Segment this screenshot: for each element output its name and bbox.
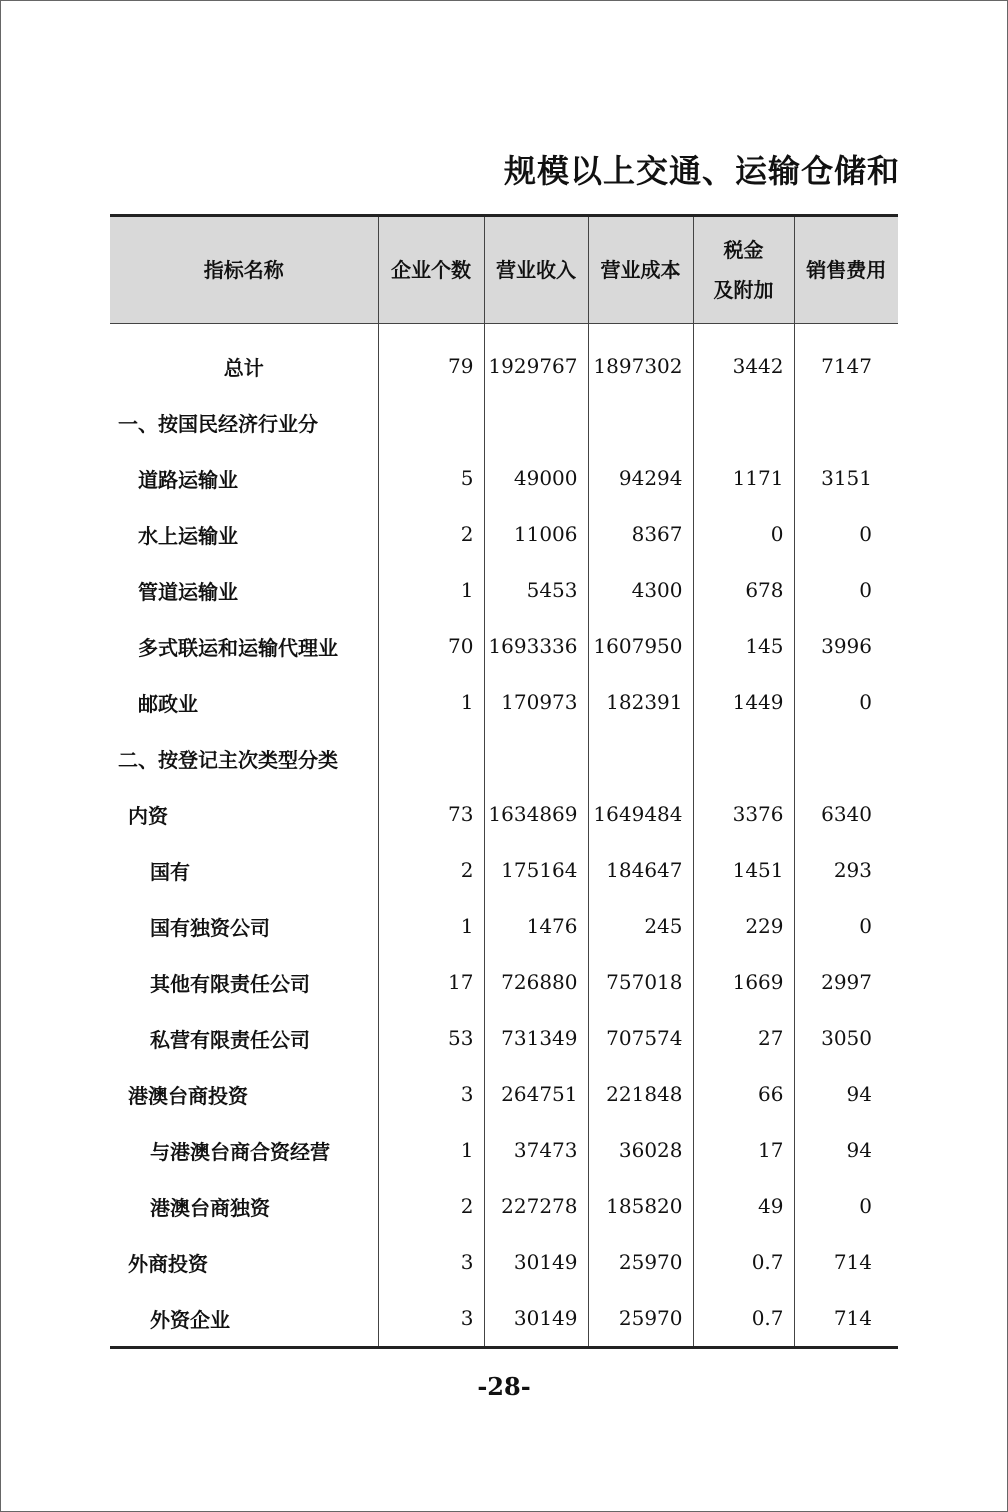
row-revenue: 1476: [484, 898, 588, 954]
row-cost: 707574: [588, 1010, 693, 1066]
row-count: 3: [378, 1290, 484, 1348]
row-revenue: 264751: [484, 1066, 588, 1122]
row-name: 邮政业: [110, 674, 378, 730]
row-tax: 0.7: [693, 1234, 794, 1290]
row-name: 外商投资: [110, 1234, 378, 1290]
table-row: [110, 1010, 898, 1066]
table-row: [110, 450, 898, 506]
row-name: 总计: [110, 338, 378, 394]
row-tax: [693, 394, 794, 450]
row-name: 与港澳台商合资经营: [110, 1122, 378, 1178]
header-name: 指标名称: [110, 216, 378, 324]
row-revenue: 49000: [484, 450, 588, 506]
row-sales: 6340: [794, 786, 898, 842]
table-row: [110, 898, 898, 954]
row-count: 3: [378, 1066, 484, 1122]
row-tax: 3376: [693, 786, 794, 842]
table-header-row: [110, 216, 898, 324]
row-name: 道路运输业: [110, 450, 378, 506]
table-row: [110, 1122, 898, 1178]
table-row: [110, 674, 898, 730]
row-revenue: 175164: [484, 842, 588, 898]
row-sales: 714: [794, 1290, 898, 1348]
row-cost: 25970: [588, 1290, 693, 1348]
header-cost: 营业成本: [588, 216, 693, 324]
row-sales: [794, 730, 898, 786]
row-name: 内资: [110, 786, 378, 842]
row-tax: 3442: [693, 338, 794, 394]
row-name: 其他有限责任公司: [110, 954, 378, 1010]
row-tax: 1451: [693, 842, 794, 898]
row-count: 79: [378, 338, 484, 394]
row-sales: 0: [794, 562, 898, 618]
row-cost: 4300: [588, 562, 693, 618]
row-tax: 0: [693, 506, 794, 562]
row-revenue: 5453: [484, 562, 588, 618]
row-tax: 1171: [693, 450, 794, 506]
statistics-table: [110, 214, 898, 1349]
row-revenue: 11006: [484, 506, 588, 562]
row-cost: 182391: [588, 674, 693, 730]
row-tax: 1669: [693, 954, 794, 1010]
statistics-table-container: [110, 214, 898, 1349]
page-number: -28-: [477, 1372, 531, 1401]
row-cost: 221848: [588, 1066, 693, 1122]
spacer-row: [110, 324, 898, 339]
row-name: 管道运输业: [110, 562, 378, 618]
row-revenue: 30149: [484, 1234, 588, 1290]
row-revenue: 37473: [484, 1122, 588, 1178]
row-sales: 7147: [794, 338, 898, 394]
row-cost: 25970: [588, 1234, 693, 1290]
row-name: 国有: [110, 842, 378, 898]
row-sales: [794, 394, 898, 450]
row-sales: 0: [794, 1178, 898, 1234]
table-row: [110, 1066, 898, 1122]
row-revenue: 1634869: [484, 786, 588, 842]
row-count: 1: [378, 674, 484, 730]
header-revenue: 营业收入: [484, 216, 588, 324]
table-row: [110, 338, 898, 394]
row-count: 17: [378, 954, 484, 1010]
row-cost: 1897302: [588, 338, 693, 394]
row-tax: 1449: [693, 674, 794, 730]
row-name: 外资企业: [110, 1290, 378, 1348]
header-tax-line1: 税金: [723, 238, 764, 262]
row-sales: 0: [794, 674, 898, 730]
row-sales: 3151: [794, 450, 898, 506]
header-sales: 销售费用: [794, 216, 898, 324]
row-tax: 66: [693, 1066, 794, 1122]
row-count: 70: [378, 618, 484, 674]
row-revenue: 726880: [484, 954, 588, 1010]
row-count: [378, 730, 484, 786]
row-name: 水上运输业: [110, 506, 378, 562]
row-cost: 757018: [588, 954, 693, 1010]
row-count: 2: [378, 842, 484, 898]
row-cost: 1607950: [588, 618, 693, 674]
table-row: [110, 730, 898, 786]
row-revenue: [484, 730, 588, 786]
row-cost: 185820: [588, 1178, 693, 1234]
row-cost: 184647: [588, 842, 693, 898]
row-revenue: 170973: [484, 674, 588, 730]
row-count: 5: [378, 450, 484, 506]
row-cost: 36028: [588, 1122, 693, 1178]
table-row: [110, 1290, 898, 1348]
table-row: [110, 506, 898, 562]
row-sales: 94: [794, 1066, 898, 1122]
row-cost: 94294: [588, 450, 693, 506]
row-cost: [588, 730, 693, 786]
row-sales: 293: [794, 842, 898, 898]
row-name: 一、按国民经济行业分: [110, 394, 378, 450]
row-count: 2: [378, 1178, 484, 1234]
row-name: 港澳台商独资: [110, 1178, 378, 1234]
row-name: 国有独资公司: [110, 898, 378, 954]
row-sales: 0: [794, 506, 898, 562]
row-cost: 245: [588, 898, 693, 954]
row-revenue: 1693336: [484, 618, 588, 674]
header-tax: [693, 216, 794, 324]
row-count: 1: [378, 1122, 484, 1178]
row-sales: 94: [794, 1122, 898, 1178]
row-cost: 1649484: [588, 786, 693, 842]
table-row: [110, 1178, 898, 1234]
row-tax: 27: [693, 1010, 794, 1066]
table-row: [110, 786, 898, 842]
row-revenue: 731349: [484, 1010, 588, 1066]
table-row: [110, 562, 898, 618]
header-count: 企业个数: [378, 216, 484, 324]
row-sales: 2997: [794, 954, 898, 1010]
table-row: [110, 394, 898, 450]
row-sales: 3996: [794, 618, 898, 674]
page-title: 规模以上交通、运输仓储和: [503, 152, 900, 190]
row-tax: 678: [693, 562, 794, 618]
row-count: 73: [378, 786, 484, 842]
row-cost: [588, 394, 693, 450]
row-tax: 0.7: [693, 1290, 794, 1348]
row-tax: 17: [693, 1122, 794, 1178]
row-revenue: 227278: [484, 1178, 588, 1234]
row-revenue: [484, 394, 588, 450]
row-count: 1: [378, 898, 484, 954]
row-name: 多式联运和运输代理业: [110, 618, 378, 674]
row-sales: 0: [794, 898, 898, 954]
row-name: 二、按登记主次类型分类: [110, 730, 378, 786]
table-row: [110, 842, 898, 898]
row-count: [378, 394, 484, 450]
table-row: [110, 618, 898, 674]
row-tax: 229: [693, 898, 794, 954]
table-row: [110, 1234, 898, 1290]
row-count: 3: [378, 1234, 484, 1290]
row-tax: [693, 730, 794, 786]
row-count: 2: [378, 506, 484, 562]
row-sales: 714: [794, 1234, 898, 1290]
row-revenue: 1929767: [484, 338, 588, 394]
row-tax: 49: [693, 1178, 794, 1234]
row-tax: 145: [693, 618, 794, 674]
row-count: 53: [378, 1010, 484, 1066]
table-row: [110, 954, 898, 1010]
row-cost: 8367: [588, 506, 693, 562]
row-name: 私营有限责任公司: [110, 1010, 378, 1066]
row-sales: 3050: [794, 1010, 898, 1066]
header-tax-line2: 及附加: [713, 278, 774, 302]
row-name: 港澳台商投资: [110, 1066, 378, 1122]
row-revenue: 30149: [484, 1290, 588, 1348]
row-count: 1: [378, 562, 484, 618]
